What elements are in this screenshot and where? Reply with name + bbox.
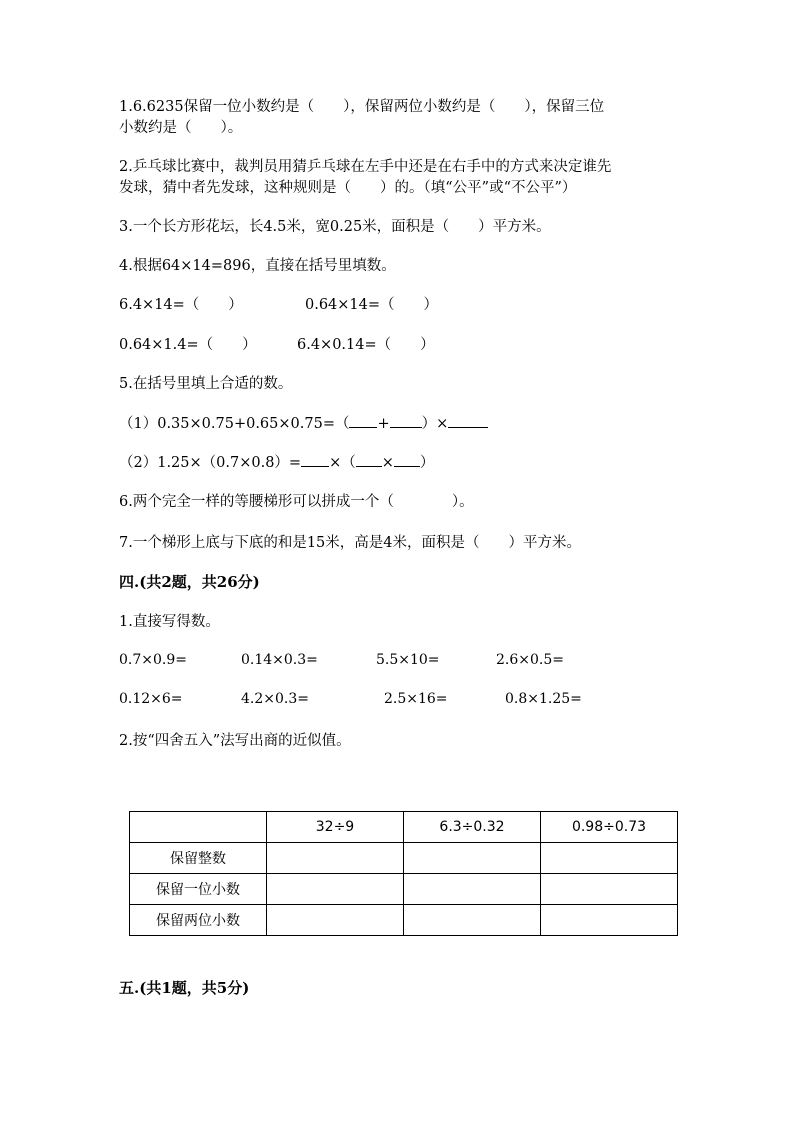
q1-line1: 1.6.6235保留一位小数约是（ ），保留两位小数约是（ ），保留三位	[119, 99, 605, 115]
answer-cell[interactable]	[267, 905, 404, 936]
q5-p1-plus: +	[377, 416, 390, 432]
table-header-row	[130, 812, 678, 843]
table-row	[130, 905, 678, 936]
approximation-table	[129, 811, 678, 936]
s4q2-title: 2.按“四舍五入”法写出商的近似值。	[119, 733, 351, 749]
s4q1-title: 1.直接写得数。	[119, 614, 220, 630]
calc-item: 0.14×0.3=	[241, 652, 318, 668]
q5-part2	[119, 452, 434, 474]
section-5-heading: 五.(共1题，共5分)	[119, 979, 250, 997]
q5-p2-times: ×（	[329, 455, 356, 471]
table-row-label: 保留两位小数	[130, 905, 267, 936]
answer-cell[interactable]	[541, 905, 678, 936]
calc-item: 4.2×0.3=	[241, 691, 309, 707]
answer-blank	[394, 452, 420, 467]
calc-item: 0.7×0.9=	[119, 652, 187, 668]
table-header-cell: 6.3÷0.32	[404, 812, 541, 843]
calc-item: 2.6×0.5=	[496, 652, 564, 668]
calc-item: 2.5×16=	[384, 691, 448, 707]
table-row-label: 保留整数	[130, 843, 267, 874]
q5-title: 5.在括号里填上合适的数。	[119, 376, 293, 392]
answer-cell[interactable]	[541, 843, 678, 874]
q4-title: 4.根据64×14=896，直接在括号里填数。	[119, 258, 396, 274]
calc-item: 0.8×1.25=	[505, 691, 582, 707]
calc-item: 5.5×10=	[376, 652, 440, 668]
q5-p2-close: ）	[419, 455, 435, 471]
q4-item-d: 6.4×0.14=（ ）	[297, 337, 435, 353]
q5-p2-expr: （2）1.25×（0.7×0.8）=	[119, 455, 302, 471]
answer-cell[interactable]	[404, 843, 541, 874]
q5-part1	[119, 413, 488, 435]
table-row	[130, 874, 678, 905]
answer-blank	[356, 452, 382, 467]
calc-item: 0.12×6=	[119, 691, 183, 707]
q1-line2: 小数约是（ ）。	[119, 120, 243, 136]
table-row	[130, 843, 678, 874]
answer-blank	[448, 413, 488, 428]
table-header-cell	[130, 812, 267, 843]
q7-text: 7.一个梯形上底与下底的和是15米，高是4米，面积是（ ）平方米。	[119, 535, 582, 551]
table-header-cell: 0.98÷0.73	[541, 812, 678, 843]
q4-item-b: 0.64×14=（ ）	[305, 297, 439, 313]
q5-p2-times2: ×	[381, 455, 394, 471]
answer-cell[interactable]	[404, 905, 541, 936]
q3-text: 3.一个长方形花坛，长4.5米，宽0.25米，面积是（ ）平方米。	[119, 219, 551, 235]
answer-blank	[349, 413, 377, 428]
q5-p1-times: ）×	[421, 416, 449, 432]
answer-blank	[301, 452, 329, 467]
answer-cell[interactable]	[404, 874, 541, 905]
section-4-heading: 四.(共2题，共26分)	[119, 573, 260, 591]
q2-line1: 2.乒乓球比赛中，裁判员用猜乒乓球在左手中还是在右手中的方式来决定谁先	[119, 159, 612, 175]
answer-cell[interactable]	[541, 874, 678, 905]
q4-item-c: 0.64×1.4=（ ）	[119, 337, 257, 353]
q5-p1-expr: （1）0.35×0.75+0.65×0.75=（	[119, 416, 350, 432]
q4-item-a: 6.4×14=（ ）	[119, 297, 243, 313]
answer-cell[interactable]	[267, 874, 404, 905]
answer-blank	[390, 413, 422, 428]
answer-cell[interactable]	[267, 843, 404, 874]
table-header-cell: 32÷9	[267, 812, 404, 843]
q2-line2: 发球，猜中者先发球，这种规则是（ ）的。（填“公平”或“不公平”）	[119, 180, 577, 196]
table-row-label: 保留一位小数	[130, 874, 267, 905]
q6-text: 6.两个完全一样的等腰梯形可以拼成一个（ ）。	[119, 494, 474, 510]
